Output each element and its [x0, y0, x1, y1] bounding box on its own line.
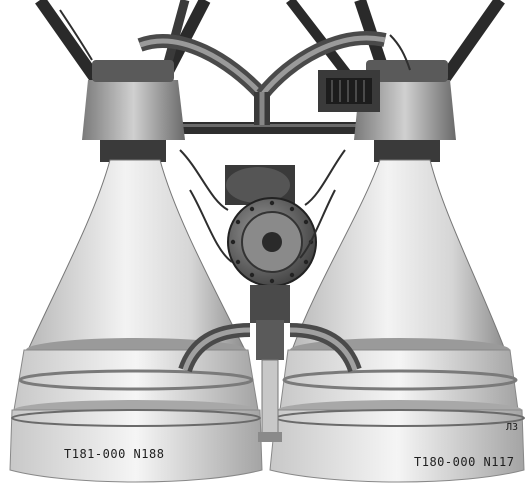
injector-dome-left — [82, 60, 185, 162]
nozzle-left-marking: T181-000 N188 — [64, 447, 165, 461]
nozzle-right-marking: T180-000 N117 — [414, 455, 515, 469]
instrument-box — [318, 70, 380, 112]
nozzle-right-end-mark: ЛЗ — [506, 422, 519, 433]
nozzle-right — [270, 160, 524, 482]
